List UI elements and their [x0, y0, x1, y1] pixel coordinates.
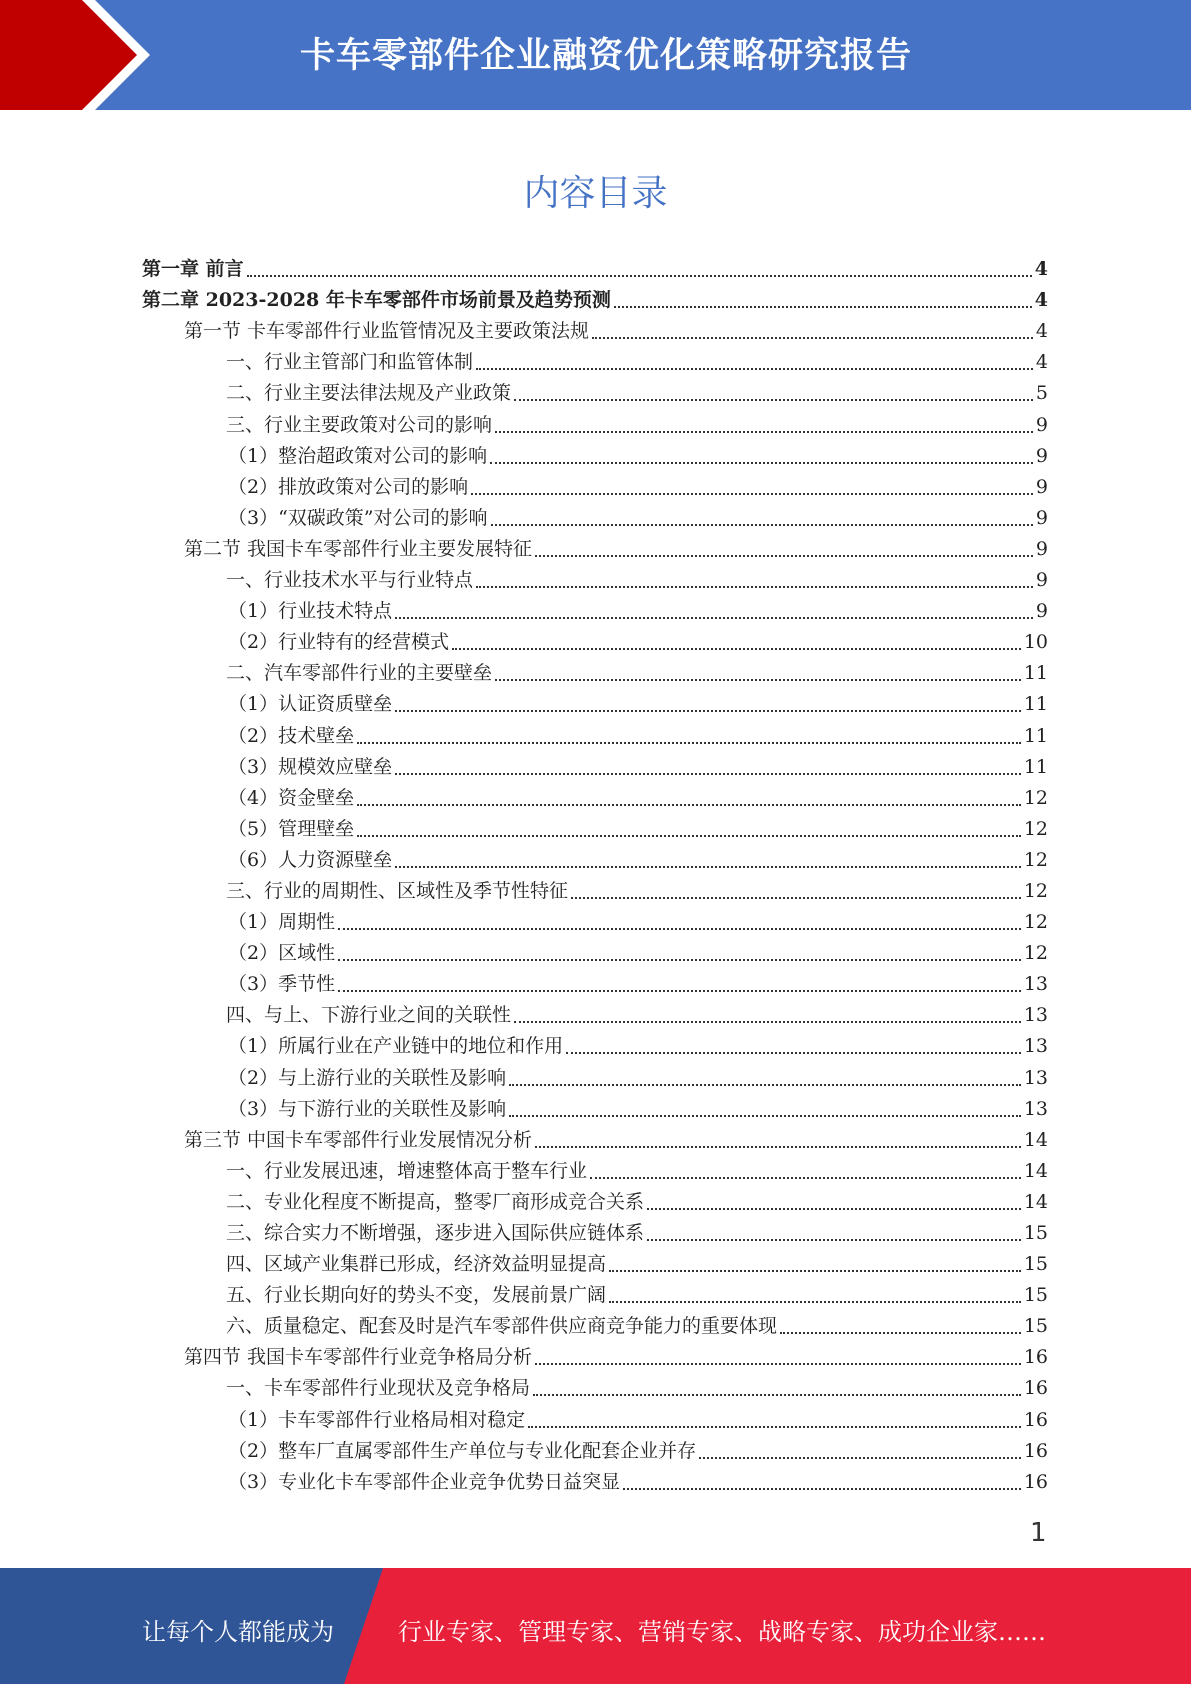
toc-leader-dots [395, 773, 1021, 775]
toc-leader-dots [491, 524, 1033, 526]
toc-entry[interactable] [142, 254, 1048, 285]
toc-leader-dots [614, 306, 1032, 308]
toc-entry[interactable] [142, 1467, 1048, 1498]
toc-leader-dots [780, 1332, 1021, 1334]
toc-entry-page: 16 [1023, 1439, 1048, 1462]
toc-entry-page: 16 [1023, 1470, 1048, 1493]
toc-entry-title: （5）管理壁垒 [228, 817, 355, 840]
toc-leader-dots [647, 1208, 1021, 1210]
toc-entry[interactable] [142, 1280, 1048, 1311]
toc-entry[interactable] [142, 1218, 1048, 1249]
toc-leader-dots [514, 399, 1033, 401]
toc-entry-page: 9 [1035, 600, 1048, 623]
toc-entry-page: 12 [1023, 942, 1048, 965]
toc-leader-dots [476, 368, 1033, 370]
toc-entry[interactable] [142, 658, 1048, 689]
toc-entry[interactable] [142, 1125, 1048, 1156]
toc-entry-title: 第二节 我国卡车零部件行业主要发展特征 [184, 537, 533, 560]
page-number: 1 [1030, 1518, 1047, 1548]
toc-entry[interactable] [142, 1187, 1048, 1218]
toc-entry-page: 9 [1035, 569, 1048, 592]
toc-leader-dots [590, 1177, 1021, 1179]
toc-entry-title: 六、质量稳定、配套及时是汽车零部件供应商竞争能力的重要体现 [226, 1315, 778, 1338]
toc-leader-dots [535, 1363, 1021, 1365]
toc-heading: 内容目录 [523, 173, 668, 214]
toc-entry[interactable] [142, 814, 1048, 845]
toc-entry-page: 12 [1023, 848, 1048, 871]
toc-entry[interactable] [142, 907, 1048, 938]
toc-entry-title: 第二章 2023-2028 年卡车零部件市场前景及趋势预测 [142, 289, 611, 312]
toc-leader-dots [699, 1457, 1021, 1459]
toc-leader-dots [395, 617, 1033, 619]
toc-entry-page: 15 [1023, 1315, 1048, 1338]
toc-entry[interactable] [142, 441, 1048, 472]
toc-entry-title: （2）整车厂直属零部件生产单位与专业化配套企业并存 [228, 1439, 697, 1462]
toc-entry[interactable] [142, 316, 1048, 347]
toc-leader-dots [495, 679, 1021, 681]
toc-leader-dots [509, 1115, 1021, 1117]
toc-entry-title: （3）季节性 [228, 973, 336, 996]
toc-entry-page: 13 [1023, 1035, 1048, 1058]
toc-entry[interactable] [142, 409, 1048, 440]
toc-leader-dots [533, 1394, 1021, 1396]
toc-entry-page: 13 [1023, 973, 1048, 996]
toc-leader-dots [609, 1301, 1021, 1303]
toc-entry[interactable] [142, 1156, 1048, 1187]
toc-entry[interactable] [142, 1000, 1048, 1031]
toc-entry-page: 9 [1035, 413, 1048, 436]
toc-entry-title: （3）“双碳政策”对公司的影响 [228, 506, 488, 529]
toc-entry-page: 11 [1023, 724, 1048, 747]
toc-entry-page: 12 [1023, 817, 1048, 840]
toc-entry-title: （3）与下游行业的关联性及影响 [228, 1097, 507, 1120]
toc-leader-dots [395, 710, 1021, 712]
toc-entry[interactable] [142, 969, 1048, 1000]
toc-entry-page: 9 [1035, 506, 1048, 529]
toc-entry-title: （3）规模效应壁垒 [228, 755, 393, 778]
toc-entry[interactable] [142, 752, 1048, 783]
report-title: 卡车零部件企业融资优化策略研究报告 [300, 36, 913, 76]
toc-entry-page: 4 [1034, 289, 1048, 312]
toc-entry-page: 16 [1023, 1377, 1048, 1400]
toc-entry[interactable] [142, 1436, 1048, 1467]
toc-entry[interactable] [142, 627, 1048, 658]
toc-entry-title: （2）技术壁垒 [228, 724, 355, 747]
toc-entry-title: （1）卡车零部件行业格局相对稳定 [228, 1408, 526, 1431]
toc-entry[interactable] [142, 938, 1048, 969]
header-arrow-icon [0, 0, 137, 110]
toc-entry-title: 一、卡车零部件行业现状及竞争格局 [226, 1377, 531, 1400]
toc-entry-page: 16 [1023, 1346, 1048, 1369]
toc-entry[interactable] [142, 1031, 1048, 1062]
toc-entry-title: 三、行业主要政策对公司的影响 [226, 413, 493, 436]
toc-entry-page: 14 [1023, 1190, 1048, 1213]
toc-entry-page: 13 [1023, 1066, 1048, 1089]
footer-slogan-right: 行业专家、管理专家、营销专家、战略专家、成功企业家…… [398, 1618, 1046, 1646]
toc-entry-page: 16 [1023, 1408, 1048, 1431]
footer-slogan-left: 让每个人都能成为 [142, 1618, 334, 1646]
toc-entry[interactable] [142, 565, 1048, 596]
toc-entry[interactable] [142, 1094, 1048, 1125]
toc-entry[interactable] [142, 1249, 1048, 1280]
toc-leader-dots [495, 431, 1033, 433]
toc-entry[interactable] [142, 1062, 1048, 1093]
toc-entry-page: 10 [1023, 631, 1048, 654]
toc-entry[interactable] [142, 347, 1048, 378]
toc-entry[interactable] [142, 1342, 1048, 1373]
toc-entry-page: 15 [1023, 1222, 1048, 1244]
toc-entry-page: 12 [1023, 786, 1048, 809]
toc-leader-dots [338, 990, 1021, 992]
toc-entry-title: （1）认证资质壁垒 [228, 693, 393, 716]
toc-leader-dots [571, 897, 1021, 899]
toc-entry-page: 14 [1023, 1128, 1048, 1151]
toc-entry-page: 4 [1034, 258, 1048, 281]
toc-entry-page: 9 [1035, 475, 1048, 498]
toc-entry-page: 11 [1023, 693, 1048, 716]
toc-entry[interactable] [142, 689, 1048, 720]
toc-leader-dots [247, 275, 1032, 277]
toc-leader-dots [338, 928, 1021, 930]
toc-entry-title: 五、行业长期向好的势头不变，发展前景广阔 [226, 1284, 607, 1307]
toc-entry-title: （1）行业技术特点 [228, 600, 393, 623]
toc-entry-page: 11 [1023, 755, 1048, 778]
toc-leader-dots [509, 1084, 1021, 1086]
toc-entry-title: 二、汽车零部件行业的主要壁垒 [226, 662, 493, 685]
toc-entry-title: 四、与上、下游行业之间的关联性 [226, 1004, 512, 1027]
toc-leader-dots [514, 1021, 1021, 1023]
toc-leader-dots [357, 742, 1021, 744]
toc-leader-dots [357, 804, 1021, 806]
toc-leader-dots [476, 586, 1033, 588]
toc-entry-page: 4 [1035, 320, 1048, 343]
toc-entry[interactable] [142, 720, 1048, 751]
toc-entry-title: 二、专业化程度不断提高，整零厂商形成竞合关系 [226, 1190, 645, 1213]
toc-entry-page: 11 [1023, 662, 1048, 685]
toc-entry-title: 一、行业主管部门和监管体制 [226, 351, 474, 374]
toc-entry-title: 第三节 中国卡车零部件行业发展情况分析 [184, 1128, 533, 1151]
toc-entry-title: 三、行业的周期性、区域性及季节性特征 [226, 879, 569, 902]
toc-entry[interactable] [142, 783, 1048, 814]
toc-leader-dots [609, 1270, 1021, 1272]
toc-entry-title: （4）资金壁垒 [228, 786, 355, 809]
toc-leader-dots [338, 959, 1021, 961]
toc-entry-title: （3）专业化卡车零部件企业竞争优势日益突显 [228, 1470, 621, 1493]
toc-entry[interactable] [142, 1404, 1048, 1435]
toc-entry-page: 12 [1023, 879, 1048, 902]
toc-leader-dots [592, 337, 1033, 339]
toc-leader-dots [535, 1146, 1021, 1148]
toc-leader-dots [357, 835, 1021, 837]
toc-leader-dots [528, 1426, 1021, 1428]
table-of-contents [142, 254, 1048, 1498]
toc-entry-title: 一、行业发展迅速，增速整体高于整车行业 [226, 1159, 588, 1182]
toc-entry[interactable] [142, 1311, 1048, 1342]
toc-entry[interactable] [142, 285, 1048, 316]
toc-leader-dots [471, 493, 1033, 495]
footer-banner [0, 1568, 1191, 1684]
toc-entry[interactable] [142, 845, 1048, 876]
toc-entry-title: （2）区域性 [228, 942, 336, 965]
toc-entry-title: 二、行业主要法律法规及产业政策 [226, 382, 512, 405]
toc-entry[interactable] [142, 472, 1048, 503]
toc-entry[interactable] [142, 534, 1048, 565]
toc-entry-title: 一、行业技术水平与行业特点 [226, 569, 474, 592]
toc-entry-page: 14 [1023, 1159, 1048, 1182]
toc-entry-page: 12 [1023, 911, 1048, 934]
toc-entry-title: （6）人力资源壁垒 [228, 848, 393, 871]
toc-entry[interactable] [142, 503, 1048, 534]
toc-entry-title: 三、综合实力不断增强，逐步进入国际供应链体系 [226, 1222, 645, 1244]
toc-entry[interactable] [142, 596, 1048, 627]
toc-leader-dots [395, 866, 1021, 868]
toc-entry-page: 9 [1035, 444, 1048, 467]
toc-entry-title: 四、区域产业集群已形成，经济效益明显提高 [226, 1253, 607, 1276]
toc-leader-dots [535, 555, 1033, 557]
toc-entry-title: （1）所属行业在产业链中的地位和作用 [228, 1035, 564, 1058]
toc-entry-page: 9 [1035, 537, 1048, 560]
toc-leader-dots [452, 648, 1021, 650]
toc-entry-title: （2）排放政策对公司的影响 [228, 475, 469, 498]
toc-leader-dots [647, 1239, 1021, 1241]
toc-entry-page: 15 [1023, 1284, 1048, 1307]
toc-entry-title: （1）整治超政策对公司的影响 [228, 444, 488, 467]
toc-entry-page: 4 [1035, 351, 1048, 374]
toc-entry-title: （1）周期性 [228, 911, 336, 934]
header-banner [0, 0, 1191, 110]
toc-entry-title: 第四节 我国卡车零部件行业竞争格局分析 [184, 1346, 533, 1369]
toc-entry-title: 第一节 卡车零部件行业监管情况及主要政策法规 [184, 320, 590, 343]
toc-leader-dots [623, 1488, 1021, 1490]
toc-entry-page: 15 [1023, 1253, 1048, 1276]
toc-entry-title: （2）行业特有的经营模式 [228, 631, 450, 654]
toc-entry-title: 第一章 前言 [142, 258, 244, 281]
toc-entry-page: 13 [1023, 1097, 1048, 1120]
toc-entry-page: 13 [1023, 1004, 1048, 1027]
toc-entry[interactable] [142, 1373, 1048, 1404]
toc-entry[interactable] [142, 378, 1048, 409]
toc-leader-dots [566, 1052, 1021, 1054]
toc-entry-page: 5 [1035, 382, 1048, 405]
toc-entry-title: （2）与上游行业的关联性及影响 [228, 1066, 507, 1089]
toc-entry[interactable] [142, 876, 1048, 907]
toc-leader-dots [490, 462, 1033, 464]
